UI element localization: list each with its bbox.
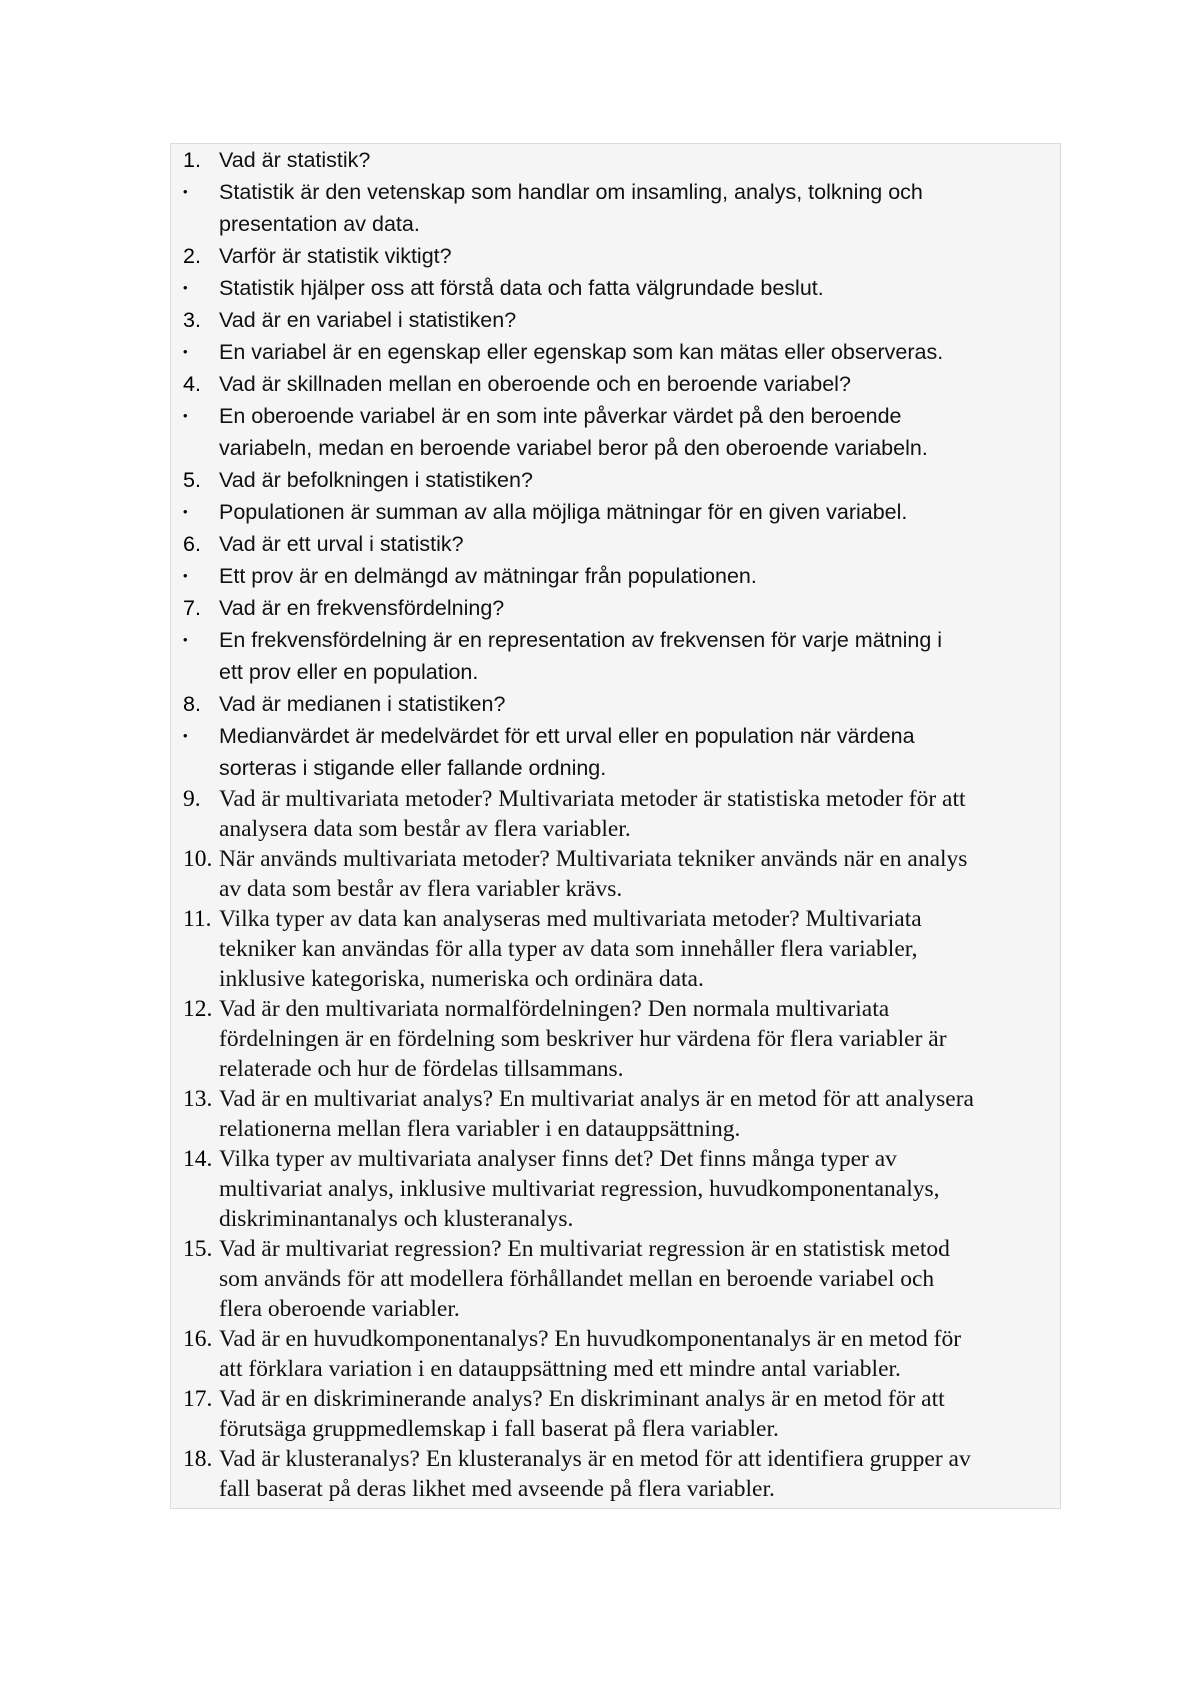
text-line: presentation av data. <box>219 212 420 236</box>
list-item <box>171 1144 1062 1234</box>
answer-text <box>219 496 1062 528</box>
list-item <box>171 784 1062 844</box>
question-text <box>219 1324 1062 1384</box>
list-item <box>171 1234 1062 1324</box>
text-line: ett prov eller en population. <box>219 660 479 684</box>
item-number: 8. <box>183 692 201 716</box>
text-line: Vad är en multivariat analys? En multivariat analys är en metod för att analysera <box>219 1086 974 1112</box>
list-item <box>171 496 1062 528</box>
text-line: Vad är medianen i statistiken? <box>219 692 506 716</box>
answer-text <box>219 400 1062 464</box>
question-text <box>219 368 1062 400</box>
list-item <box>171 336 1062 368</box>
list-item <box>171 904 1062 994</box>
question-text <box>219 844 1062 904</box>
text-line: flera oberoende variabler. <box>219 1296 460 1322</box>
list-item <box>171 400 1062 464</box>
text-line: Statistik är den vetenskap som handlar om insamling, analys, tolkning och <box>219 180 923 204</box>
text-line: diskriminantanalys och klusteranalys. <box>219 1206 574 1232</box>
list-item <box>171 592 1062 624</box>
question-text <box>219 904 1062 994</box>
text-line: Vad är klusteranalys? En klusteranalys är en metod för att identifiera grupper av <box>219 1446 971 1472</box>
text-line: Varför är statistik viktigt? <box>219 244 452 268</box>
item-number: 5. <box>183 468 201 492</box>
text-line: analysera data som består av flera variabler. <box>219 816 631 842</box>
text-line: När används multivariata metoder? Multivariata tekniker används när en analys <box>219 846 968 872</box>
text-line: Vad är ett urval i statistik? <box>219 532 464 556</box>
item-number: 6. <box>183 532 201 556</box>
item-number: 9. <box>183 786 201 812</box>
answer-text <box>219 176 1062 240</box>
text-line: Populationen är summan av alla möjliga mätningar för en given variabel. <box>219 500 908 524</box>
bullet-marker: • <box>183 632 188 647</box>
question-text <box>219 994 1062 1084</box>
list-item <box>171 272 1062 304</box>
item-number: 2. <box>183 244 201 268</box>
list-item <box>171 528 1062 560</box>
list-item <box>171 560 1062 592</box>
list-item <box>171 368 1062 400</box>
text-line: Vad är en variabel i statistiken? <box>219 308 517 332</box>
item-number: 12. <box>183 996 213 1022</box>
answer-text <box>219 336 1062 368</box>
text-line: Statistik hjälper oss att förstå data och fatta välgrundade beslut. <box>219 276 824 300</box>
text-line: Vad är multivariat regression? En multivariat regression är en statistisk metod <box>219 1236 950 1262</box>
list-item <box>171 994 1062 1084</box>
text-line: Ett prov är en delmängd av mätningar från populationen. <box>219 564 757 588</box>
answer-text <box>219 560 1062 592</box>
text-line: Vad är skillnaden mellan en oberoende och en beroende variabel? <box>219 372 851 396</box>
text-line: att förklara variation i en datauppsättning med ett mindre antal variabler. <box>219 1356 901 1382</box>
list-item <box>171 304 1062 336</box>
answer-text <box>219 624 1062 688</box>
text-line: En frekvensfördelning är en representation av frekvensen för varje mätning i <box>219 628 943 652</box>
list-item <box>171 1324 1062 1384</box>
text-line: sorteras i stigande eller fallande ordning. <box>219 756 607 780</box>
item-number: 13. <box>183 1086 213 1112</box>
bullet-marker: • <box>183 344 188 359</box>
question-text <box>219 1234 1062 1324</box>
text-line: som används för att modellera förhållandet mellan en beroende variabel och <box>219 1266 935 1292</box>
item-number: 1. <box>183 148 201 172</box>
text-line: variabeln, medan en beroende variabel beror på den oberoende variabeln. <box>219 436 928 460</box>
item-number: 10. <box>183 846 213 872</box>
question-text <box>219 240 1062 272</box>
text-line: Vad är den multivariata normalfördelningen? Den normala multivariata <box>219 996 890 1022</box>
list-item <box>171 1084 1062 1144</box>
answer-text <box>219 272 1062 304</box>
text-line: inklusive kategoriska, numeriska och ordinära data. <box>219 966 704 992</box>
question-text <box>219 688 1062 720</box>
text-line: Vilka typer av data kan analyseras med multivariata metoder? Multivariata <box>219 906 922 932</box>
item-number: 7. <box>183 596 201 620</box>
text-line: Vad är statistik? <box>219 148 371 172</box>
text-line: Vad är en frekvensfördelning? <box>219 596 505 620</box>
question-text <box>219 464 1062 496</box>
text-line: Vilka typer av multivariata analyser finns det? Det finns många typer av <box>219 1146 897 1172</box>
text-line: relationerna mellan flera variabler i en datauppsättning. <box>219 1116 741 1142</box>
text-line: Vad är en huvudkomponentanalys? En huvudkomponentanalys är en metod för <box>219 1326 962 1352</box>
question-text <box>219 1144 1062 1234</box>
list-item <box>171 720 1062 784</box>
question-text <box>219 1444 1062 1504</box>
text-line: En oberoende variabel är en som inte påverkar värdet på den beroende <box>219 404 902 428</box>
item-number: 16. <box>183 1326 213 1352</box>
text-line: En variabel är en egenskap eller egenskap som kan mätas eller observeras. <box>219 340 944 364</box>
text-line: multivariat analys, inklusive multivariat regression, huvudkomponentanalys, <box>219 1176 940 1202</box>
text-line: Vad är multivariata metoder? Multivariata metoder är statistiska metoder för att <box>219 786 966 812</box>
bullet-marker: • <box>183 504 188 519</box>
question-text <box>219 1084 1062 1144</box>
answer-text <box>219 720 1062 784</box>
bullet-marker: • <box>183 280 188 295</box>
list-item <box>171 844 1062 904</box>
item-number: 18. <box>183 1446 213 1472</box>
text-line: relaterade och hur de fördelas tillsammans. <box>219 1056 624 1082</box>
question-text <box>219 784 1062 844</box>
text-line: Vad är befolkningen i statistiken? <box>219 468 533 492</box>
item-number: 3. <box>183 308 201 332</box>
bullet-marker: • <box>183 184 188 199</box>
item-number: 14. <box>183 1146 213 1172</box>
list-item <box>171 688 1062 720</box>
item-number: 11. <box>183 906 212 932</box>
text-line: Medianvärdet är medelvärdet för ett urval eller en population när värdena <box>219 724 915 748</box>
text-line: tekniker kan användas för alla typer av data som innehåller flera variabler, <box>219 936 918 962</box>
question-text <box>219 144 1062 176</box>
text-line: förutsäga gruppmedlemskap i fall baserat på flera variabler. <box>219 1416 779 1442</box>
list-item <box>171 1384 1062 1444</box>
bullet-marker: • <box>183 568 188 583</box>
text-line: fall baserat på deras likhet med avseende på flera variabler. <box>219 1476 775 1502</box>
text-line: Vad är en diskriminerande analys? En diskriminant analys är en metod för att <box>219 1386 945 1412</box>
list-item <box>171 1444 1062 1504</box>
question-text <box>219 592 1062 624</box>
question-text <box>219 528 1062 560</box>
question-text <box>219 304 1062 336</box>
list-item <box>171 240 1062 272</box>
item-number: 4. <box>183 372 201 396</box>
bullet-marker: • <box>183 728 188 743</box>
list-item <box>171 464 1062 496</box>
list-item <box>171 176 1062 240</box>
bullet-marker: • <box>183 408 188 423</box>
item-number: 17. <box>183 1386 213 1412</box>
text-line: av data som består av flera variabler krävs. <box>219 876 623 902</box>
document-page <box>170 143 1061 1509</box>
question-text <box>219 1384 1062 1444</box>
item-number: 15. <box>183 1236 213 1262</box>
list-item <box>171 624 1062 688</box>
list-item <box>171 144 1062 176</box>
text-line: fördelningen är en fördelning som beskriver hur värdena för flera variabler är <box>219 1026 947 1052</box>
